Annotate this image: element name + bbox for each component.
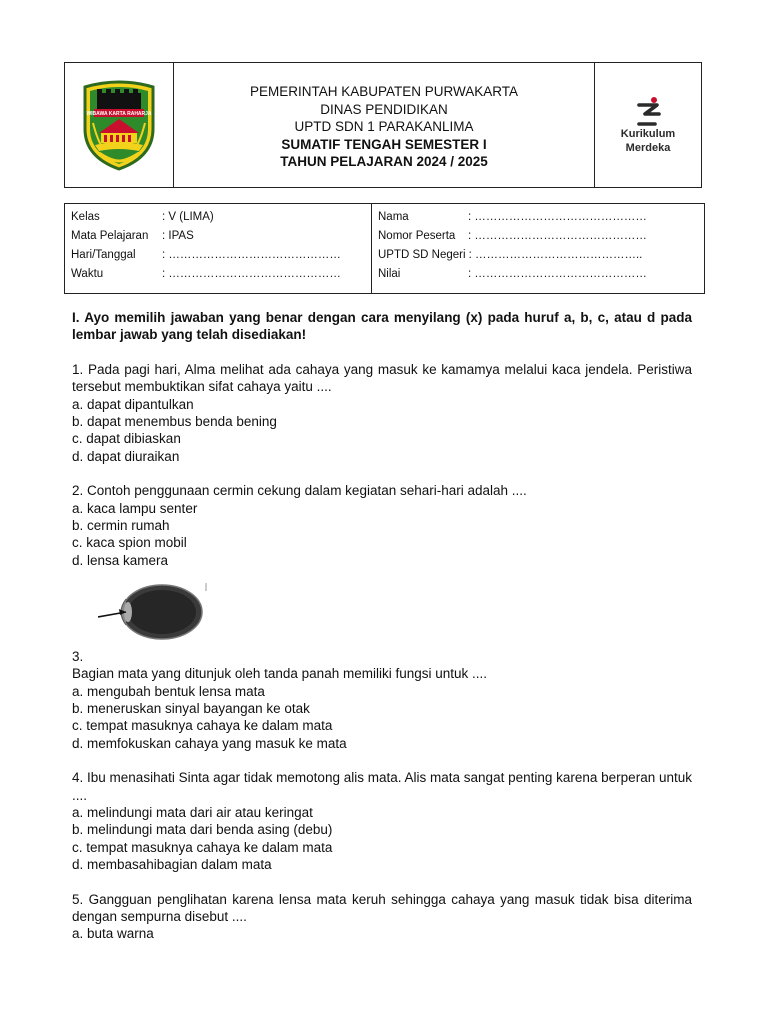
info-value: : ……………………………………… [468, 230, 647, 242]
kurikulum-merdeka-icon [633, 96, 663, 126]
info-label: Hari/Tanggal [71, 249, 136, 261]
answer-option: b. cermin rumah [72, 518, 170, 534]
question-text: Bagian mata yang ditunjuk oleh tanda panah memiliki fungsi untuk .... [72, 666, 488, 682]
question-text: 2. Contoh penggunaan cermin cekung dalam kegiatan sehari-hari adalah .... [72, 483, 527, 499]
info-value: : IPAS [162, 230, 194, 242]
question-1 [72, 361, 692, 465]
info-label: UPTD SD Negeri [378, 249, 466, 261]
info-row-mata-pelajaran [71, 227, 371, 246]
question-text: 5. Gangguan penglihatan karena lensa mata keruh sehingga cahaya yang masuk tidak bisa diterima dengan sempurna disebut .... [72, 891, 692, 924]
info-label: Kelas [71, 211, 100, 223]
logo-banner-text: WIBAWA KARTA RAHARJA [86, 111, 152, 117]
student-info-box [64, 203, 705, 294]
academic-year: TAHUN PELAJARAN 2024 / 2025 [280, 154, 488, 170]
answer-option: d. lensa kamera [72, 552, 169, 568]
government-name: PEMERINTAH KABUPATEN PURWAKARTA [249, 84, 519, 100]
question-number: 3. [72, 648, 84, 664]
answer-option: d. memfokuskan cahaya yang masuk ke mata [72, 735, 347, 751]
answer-option: c. kaca spion mobil [72, 535, 187, 551]
answer-option: c. tempat masuknya cahaya ke dalam mata [72, 718, 333, 734]
info-left-column [65, 204, 372, 293]
answer-option: d. membasahibagian dalam mata [72, 857, 272, 873]
info-value: : ……………………………………… [468, 268, 647, 280]
info-label: Waktu [71, 268, 104, 280]
school-name: UPTD SDN 1 PARAKANLIMA [294, 119, 474, 135]
eye-anatomy-image [98, 583, 210, 641]
info-value: : V (LIMA) [162, 211, 214, 223]
exam-content [72, 309, 692, 960]
kurikulum-label: Kurikulum [620, 128, 676, 140]
question-4 [72, 769, 692, 873]
merdeka-label: Merdeka [625, 142, 671, 154]
answer-option: b. dapat menembus benda bening [72, 414, 277, 430]
info-row-waktu [71, 265, 371, 284]
header-title-block [174, 63, 595, 187]
question-text: 1. Pada pagi hari, Alma melihat ada cahaya yang masuk ke kamamya melalui kaca jendela. Peristiwa tersebut membuktikan sifat cahaya yaitu .... [72, 361, 692, 395]
info-row-hari-tanggal [71, 246, 371, 265]
info-value: : …………………………………….. [468, 249, 643, 261]
kurikulum-merdeka-logo [595, 63, 701, 187]
answer-option: d. dapat diuraikan [72, 448, 180, 464]
info-value: : ……………………………………… [162, 249, 341, 261]
answer-option: c. dapat dibiaskan [72, 431, 181, 447]
answer-option: b. meneruskan sinyal bayangan ke otak [72, 700, 310, 716]
answer-option: a. dapat dipantulkan [72, 396, 194, 412]
info-value: : ……………………………………… [162, 268, 341, 280]
answer-option: a. melindungi mata dari air atau keringat [72, 804, 313, 820]
exam-title: SUMATIF TENGAH SEMESTER I [281, 136, 487, 152]
question-3 [72, 569, 692, 752]
info-row-nama [378, 208, 704, 227]
info-label: Nilai [378, 268, 401, 280]
purwakarta-logo [65, 63, 174, 187]
department-name: DINAS PENDIDIKAN [320, 101, 448, 117]
question-2 [72, 482, 692, 569]
info-label: Nama [378, 211, 409, 223]
info-row-kelas [71, 208, 371, 227]
section-instruction: I. Ayo memilih jawaban yang benar dengan cara menyilang (x) pada huruf a, b, c, atau d pada lembar jawab yang telah disediakan! [72, 310, 692, 343]
question-5 [72, 891, 692, 943]
answer-option: a. buta warna [72, 926, 154, 942]
info-value: : ……………………………………… [468, 211, 647, 223]
question-text: 4. Ibu menasihati Sinta agar tidak memotong alis mata. Alis mata sangat penting karena berperan untuk .... [72, 770, 692, 803]
info-label: Nomor Peserta [378, 230, 456, 242]
answer-option: a. mengubah bentuk lensa mata [72, 683, 265, 699]
answer-option: c. tempat masuknya cahaya ke dalam mata [72, 839, 333, 855]
header-box [64, 62, 702, 188]
info-label: Mata Pelajaran [71, 230, 149, 242]
info-row-nomor-peserta [378, 227, 704, 246]
regency-emblem-icon [81, 79, 157, 171]
info-row-uptd-sd-negeri [378, 246, 704, 265]
answer-option: a. kaca lampu senter [72, 500, 198, 516]
info-right-column [372, 204, 704, 293]
answer-option: b. melindungi mata dari benda asing (debu) [72, 822, 333, 838]
info-row-nilai [378, 265, 704, 284]
